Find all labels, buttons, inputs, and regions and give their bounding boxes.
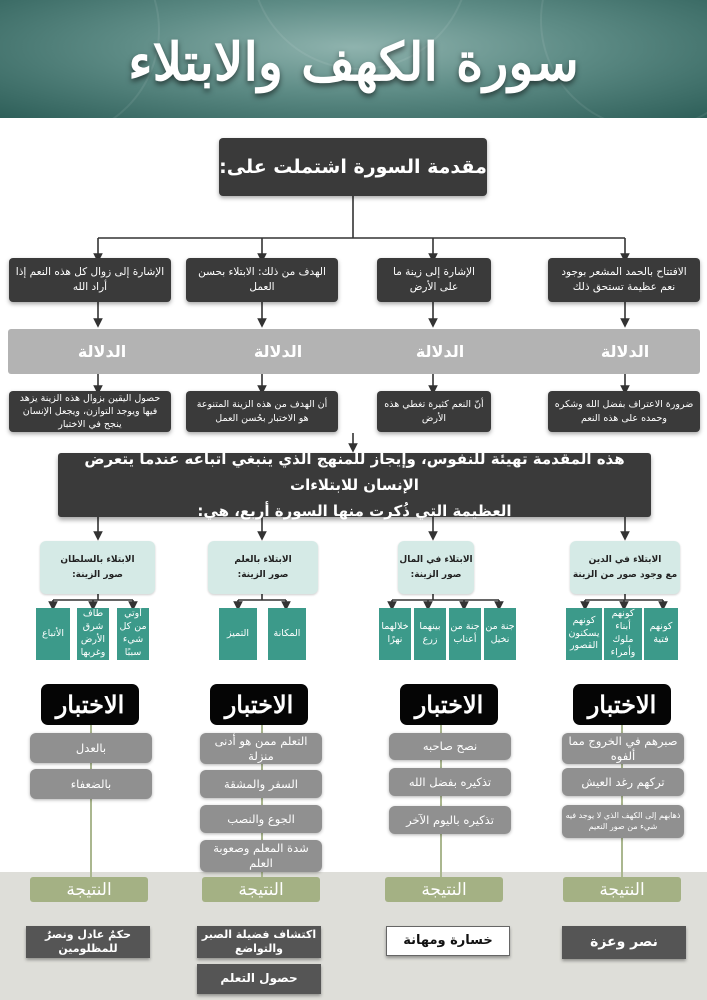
zeena-item: خلالهما نهرًا [379, 608, 411, 660]
zeena-item: أوتي من كل شيء سببًا [117, 608, 149, 660]
trial-name: الابتلاء بالعلم [234, 555, 292, 566]
result-label: النتيجة [563, 877, 681, 902]
trial-name: الابتلاء في الدين [588, 555, 662, 566]
dalala-label: الدلالة [253, 342, 303, 361]
exam-label: الاختبار [400, 684, 498, 725]
trial-name: الابتلاء في المال [399, 555, 473, 566]
exam-item: ذهابهم إلى الكهف الذي لا يوجد فيه شيء من صور النعيم [562, 805, 684, 838]
page-title: سورة الكهف والابتلاء [128, 31, 579, 93]
zeena-item: كونهم فتية [644, 608, 678, 660]
trial-sub: صور الزينة: [410, 569, 462, 580]
zeena-item: المكانة [268, 608, 306, 660]
trial-name: الابتلاء بالسلطان [60, 555, 135, 566]
trial-box [40, 541, 155, 594]
exam-item: تركهم رغد العيش [562, 768, 684, 796]
dalala-label: الدلالة [77, 342, 127, 361]
zeena-item: كونهم أبناء ملوك وأمراء [604, 608, 642, 660]
trial-box [208, 541, 318, 594]
trial-sub: مع وجود صور من الزينة [572, 569, 678, 580]
meaning-box: ضرورة الاعتراف بفضل الله وشكره وحمده على هذه النعم [548, 391, 700, 432]
trial-box [398, 541, 474, 594]
zeena-item: بينهما زرع [414, 608, 446, 660]
exam-label: الاختبار [573, 684, 671, 725]
result-box: خسارة ومهانة [386, 926, 510, 956]
intro-box: مقدمة السورة اشتملت على: [219, 138, 487, 196]
exam-item: شدة المعلم وصعوبة العلم [200, 840, 322, 872]
trial-box [570, 541, 680, 594]
trial-sub: صور الزينة: [237, 569, 289, 580]
result-box: نصر وعزة [562, 926, 686, 959]
result-box: حصول التعلم [197, 964, 321, 994]
zeena-item: كونهم يسكنون القصور [566, 608, 602, 660]
result-label: النتيجة [202, 877, 320, 902]
zeena-item: جنة من نخيل [484, 608, 516, 660]
dalala-label: الدلالة [600, 342, 650, 361]
meaning-box: حصول اليقين بزوال هذه الزينة يزهد فيها ويوجد التوازن، ويجعل الإنسان ينجح في الاختبار [9, 391, 171, 432]
result-label: النتيجة [385, 877, 503, 902]
exam-item: بالعدل [30, 733, 152, 763]
zeena-item: جنة من أعناب [449, 608, 481, 660]
topic-box: الإشارة إلى زينة ما على الأرض [377, 258, 491, 302]
exam-item: صبرهم في الخروج مما ألفوه [562, 733, 684, 764]
exam-item: تذكيره بفضل الله [389, 768, 511, 796]
exam-item: نصح صاحبه [389, 733, 511, 760]
exam-label: الاختبار [210, 684, 308, 725]
topic-box: الافتتاح بالحمد المشعر بوجود نعم عظيمة تستحق ذلك [548, 258, 700, 302]
statement-box [58, 449, 651, 521]
trial-sub: صور الزينة: [72, 569, 123, 580]
statement-line: العظيمة التي ذُكرت منها السورة أربع، هي: [197, 502, 512, 521]
zeena-item: طاف شرق الأرض وغربها [77, 608, 109, 660]
result-box: حكمٌ عادل ونصرٌ للمظلومين [26, 926, 150, 958]
meaning-box: أن الهدف من هذه الزينة المتنوعة هو الاختبار بحُسن العمل [186, 391, 338, 432]
result-label: النتيجة [30, 877, 148, 902]
exam-item: السفر والمشقة [200, 770, 322, 798]
exam-label: الاختبار [41, 684, 139, 725]
zeena-item: التميز [219, 608, 257, 660]
topic-box: الهدف من ذلك: الابتلاء بحسن العمل [186, 258, 338, 302]
zeena-item: الأتباع [36, 608, 70, 660]
topic-box: الإشارة إلى زوال كل هذه النعم إذا أراد الله [9, 258, 171, 302]
result-box: اكتشاف فضيلة الصبر والتواضع [197, 926, 321, 958]
exam-item: بالضعفاء [30, 769, 152, 799]
exam-item: تذكيره باليوم الآخر [389, 806, 511, 834]
statement-line: هذه المقدمة تهيئة للنفوس، وإيجاز للمنهج الذي ينبغي اتباعه عندما يتعرض الإنسان للابتلاءات [84, 449, 625, 494]
exam-item: التعلم ممن هو أدنى منزلة [200, 733, 322, 764]
exam-item: الجوع والنصب [200, 805, 322, 833]
meaning-box: أنّ النعم كثيرة تغطي هذه الأرض [377, 391, 491, 432]
dalala-label: الدلالة [415, 342, 465, 361]
